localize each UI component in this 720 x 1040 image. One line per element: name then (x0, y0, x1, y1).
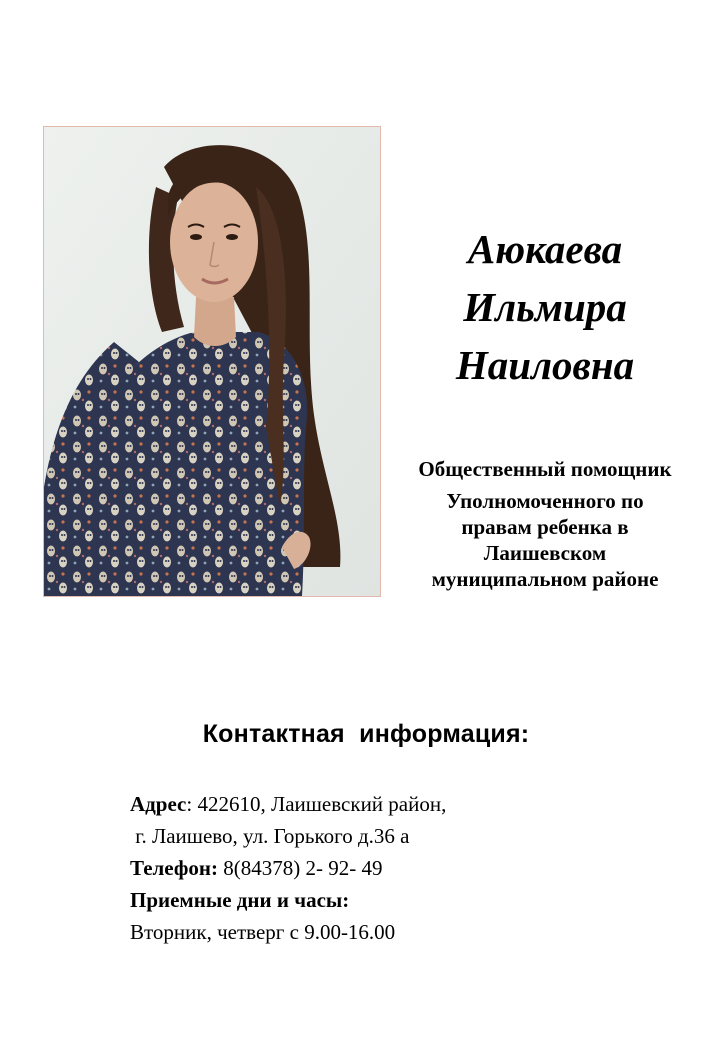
phone-value: 8(84378) 2- 92- 49 (218, 856, 383, 880)
person-patronymic: Наиловна (455, 342, 635, 388)
hours-value: Вторник, четверг с 9.00-16.00 (130, 920, 396, 944)
hours-label: Приемные дни и часы: (130, 888, 350, 912)
person-full-name (420, 220, 670, 394)
address-line-2: г. Лаишево, ул. Горького д.36 а (130, 824, 410, 848)
address-line (130, 788, 690, 820)
role-line-1: Общественный помощник (418, 457, 672, 481)
address-label: Адрес (130, 792, 187, 816)
person-role (412, 456, 678, 592)
role-line-2: Уполномоченного по правам ребенка в Лаишевском муниципальном районе (431, 489, 659, 591)
phone-line (130, 852, 690, 884)
contact-info (130, 788, 690, 948)
portrait-photo (43, 126, 381, 597)
person-first-name: Ильмира (463, 284, 627, 330)
phone-label: Телефон: (130, 856, 219, 880)
person-surname: Аюкаева (467, 226, 623, 272)
contact-heading: Контактная информация: (202, 720, 530, 748)
address-value: : 422610, Лаишевский район, (186, 792, 447, 816)
